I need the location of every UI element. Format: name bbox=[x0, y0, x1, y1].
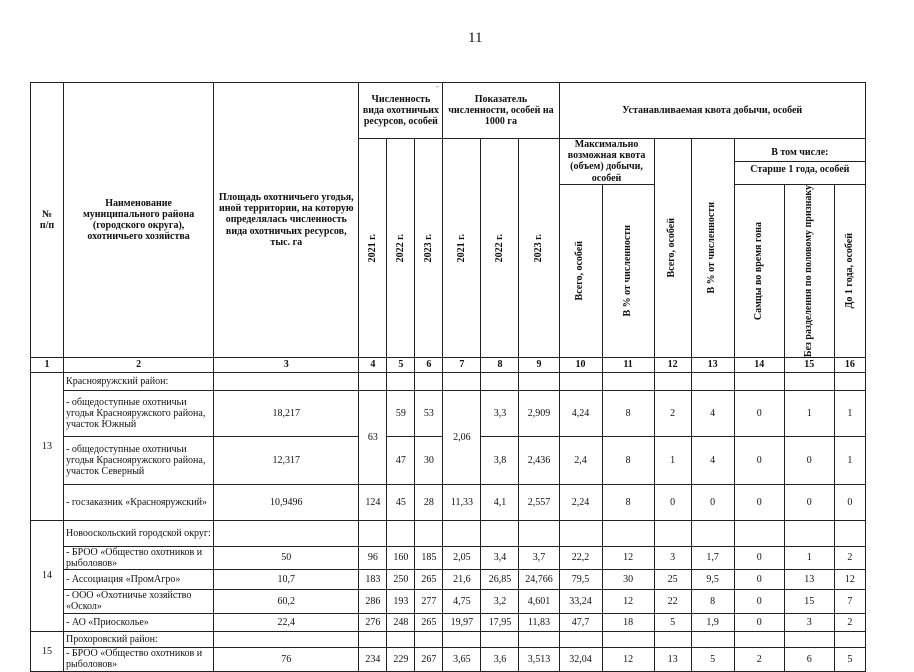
col-number: 2 bbox=[64, 357, 214, 372]
max-pct-header: В % от численности bbox=[602, 184, 654, 357]
cell: 3,3 bbox=[481, 390, 519, 436]
section-title: Краснояружский район: bbox=[64, 372, 214, 390]
col-number: 10 bbox=[559, 357, 602, 372]
cell: 3,513 bbox=[519, 647, 559, 671]
table-row bbox=[31, 390, 866, 436]
cell: 4 bbox=[691, 390, 734, 436]
cell: 0 bbox=[734, 546, 784, 569]
table-row bbox=[31, 647, 866, 671]
density-2021-header: 2021 г. bbox=[443, 139, 481, 358]
total-header: Всего, особей bbox=[654, 139, 691, 358]
cell: 59 bbox=[387, 390, 415, 436]
table-row bbox=[31, 569, 866, 589]
cell: 17,95 bbox=[481, 613, 519, 631]
cell: 2 bbox=[834, 613, 865, 631]
cell: 2 bbox=[654, 390, 691, 436]
cell: 6 bbox=[784, 647, 834, 671]
cell: 13 bbox=[654, 647, 691, 671]
cell: 5 bbox=[691, 647, 734, 671]
col-area-header: Площадь охотничьего угодья, иной территории, на которую определялась численность вида охотничьих ресурсов, тыс. га bbox=[214, 83, 359, 358]
cell: 63 bbox=[359, 390, 387, 484]
col-number: 6 bbox=[415, 357, 443, 372]
cell: 11,33 bbox=[443, 484, 481, 520]
cell: 3,2 bbox=[481, 589, 519, 613]
cell: 10,7 bbox=[214, 569, 359, 589]
cell: 53 bbox=[415, 390, 443, 436]
row-number: 15 bbox=[31, 631, 64, 671]
section-header-row bbox=[31, 520, 866, 546]
cell: 9,5 bbox=[691, 569, 734, 589]
cell: 13 bbox=[784, 569, 834, 589]
cell: 265 bbox=[415, 613, 443, 631]
cell: 1 bbox=[834, 390, 865, 436]
table-row bbox=[31, 484, 866, 520]
cell: 8 bbox=[602, 436, 654, 484]
cell: 96 bbox=[359, 546, 387, 569]
page-mark: - bbox=[436, 82, 439, 91]
cell: 3,8 bbox=[481, 436, 519, 484]
cell: 1,9 bbox=[691, 613, 734, 631]
col-number: 16 bbox=[834, 357, 865, 372]
cell: 25 bbox=[654, 569, 691, 589]
cell: 12 bbox=[834, 569, 865, 589]
cell: 2,436 bbox=[519, 436, 559, 484]
cell: 32,04 bbox=[559, 647, 602, 671]
section-header-row bbox=[31, 372, 866, 390]
cell: 28 bbox=[415, 484, 443, 520]
table-row bbox=[31, 613, 866, 631]
cell: 286 bbox=[359, 589, 387, 613]
cell: 0 bbox=[734, 569, 784, 589]
col-number: 12 bbox=[654, 357, 691, 372]
count-2022-header: 2022 г. bbox=[387, 139, 415, 358]
cell: 2 bbox=[834, 546, 865, 569]
row-name: - БРОО «Общество охотников и рыболовов» bbox=[64, 647, 214, 671]
nosex-header: Без разделения по половому признаку bbox=[784, 184, 834, 357]
section-title: Прохоровский район: bbox=[64, 631, 214, 647]
males-header: Самцы во время гона bbox=[734, 184, 784, 357]
cell: 229 bbox=[387, 647, 415, 671]
cell: 193 bbox=[387, 589, 415, 613]
cell: 33,24 bbox=[559, 589, 602, 613]
col-number: 5 bbox=[387, 357, 415, 372]
row-name: - госзаказник «Краснояружский» bbox=[64, 484, 214, 520]
cell: 1,7 bbox=[691, 546, 734, 569]
count-2021-header: 2021 г. bbox=[359, 139, 387, 358]
cell: 124 bbox=[359, 484, 387, 520]
col-number: 11 bbox=[602, 357, 654, 372]
cell: 2,557 bbox=[519, 484, 559, 520]
cell: 0 bbox=[734, 484, 784, 520]
col-number: 7 bbox=[443, 357, 481, 372]
cell: 0 bbox=[834, 484, 865, 520]
table-row bbox=[31, 589, 866, 613]
cell: 19,97 bbox=[443, 613, 481, 631]
row-name: - общедоступные охотничьи угодья Краснояружского района, участок Северный bbox=[64, 436, 214, 484]
cell: 18,217 bbox=[214, 390, 359, 436]
cell: 15 bbox=[784, 589, 834, 613]
cell: 21,6 bbox=[443, 569, 481, 589]
cell: 47,7 bbox=[559, 613, 602, 631]
max-total-header: Всего, особей bbox=[559, 184, 602, 357]
table-row bbox=[31, 546, 866, 569]
cell: 234 bbox=[359, 647, 387, 671]
col-density-header: Показатель численности, особей на 1000 га bbox=[443, 83, 559, 139]
row-number: 14 bbox=[31, 520, 64, 631]
density-2023-header: 2023 г. bbox=[519, 139, 559, 358]
cell: 4 bbox=[691, 436, 734, 484]
col-number: 8 bbox=[481, 357, 519, 372]
cell: 3,4 bbox=[481, 546, 519, 569]
pct-header: В % от численности bbox=[691, 139, 734, 358]
cell: 22,2 bbox=[559, 546, 602, 569]
cell: 0 bbox=[734, 436, 784, 484]
col-number: 1 bbox=[31, 357, 64, 372]
cell: 5 bbox=[654, 613, 691, 631]
cell: 277 bbox=[415, 589, 443, 613]
cell: 3 bbox=[784, 613, 834, 631]
cell: 12 bbox=[602, 647, 654, 671]
section-title: Новооскольский городской округ: bbox=[64, 520, 214, 546]
col-num-header: № п/п bbox=[31, 83, 64, 358]
cell: 2,24 bbox=[559, 484, 602, 520]
cell: 4,601 bbox=[519, 589, 559, 613]
row-name: - Ассоциация «ПромАгро» bbox=[64, 569, 214, 589]
col-number: 9 bbox=[519, 357, 559, 372]
cell: 2 bbox=[734, 647, 784, 671]
row-name: - АО «Приосколье» bbox=[64, 613, 214, 631]
cell: 3 bbox=[654, 546, 691, 569]
cell: 183 bbox=[359, 569, 387, 589]
col-name-header: Наименование муниципального района (городского округа), охотничьего хозяйства bbox=[64, 83, 214, 358]
col-count-header: Численность вида охотничьих ресурсов, особей bbox=[359, 83, 443, 139]
cell: 26,85 bbox=[481, 569, 519, 589]
col-quota-header: Устанавливаемая квота добычи, особей bbox=[559, 83, 866, 139]
page-number: 11 bbox=[468, 30, 483, 46]
cell: 30 bbox=[602, 569, 654, 589]
column-numbers-row bbox=[31, 357, 866, 372]
cell: 0 bbox=[734, 589, 784, 613]
cell: 30 bbox=[415, 436, 443, 484]
cell: 4,1 bbox=[481, 484, 519, 520]
count-2023-header: 2023 г. bbox=[415, 139, 443, 358]
cell: 0 bbox=[654, 484, 691, 520]
cell: 12,317 bbox=[214, 436, 359, 484]
incl-header: В том числе: Старше 1 года, особей bbox=[734, 139, 865, 185]
cell: 185 bbox=[415, 546, 443, 569]
cell: 8 bbox=[602, 390, 654, 436]
col-number: 14 bbox=[734, 357, 784, 372]
cell: 24,766 bbox=[519, 569, 559, 589]
cell: 47 bbox=[387, 436, 415, 484]
row-name: - общедоступные охотничьи угодья Краснояружского района, участок Южный bbox=[64, 390, 214, 436]
cell: 0 bbox=[691, 484, 734, 520]
cell: 4,24 bbox=[559, 390, 602, 436]
cell: 265 bbox=[415, 569, 443, 589]
row-name: - ООО «Охотничье хозяйство «Оскол» bbox=[64, 589, 214, 613]
cell: 7 bbox=[834, 589, 865, 613]
col-number: 15 bbox=[784, 357, 834, 372]
cell: 18 bbox=[602, 613, 654, 631]
under1-header: До 1 года, особей bbox=[834, 184, 865, 357]
section-header-row bbox=[31, 631, 866, 647]
cell: 2,4 bbox=[559, 436, 602, 484]
cell: 0 bbox=[734, 613, 784, 631]
cell: 45 bbox=[387, 484, 415, 520]
cell: 1 bbox=[654, 436, 691, 484]
density-2022-header: 2022 г. bbox=[481, 139, 519, 358]
cell: 4,75 bbox=[443, 589, 481, 613]
cell: 3,7 bbox=[519, 546, 559, 569]
cell: 250 bbox=[387, 569, 415, 589]
cell: 12 bbox=[602, 546, 654, 569]
cell: 10,9496 bbox=[214, 484, 359, 520]
cell: 248 bbox=[387, 613, 415, 631]
cell: 50 bbox=[214, 546, 359, 569]
cell: 8 bbox=[602, 484, 654, 520]
col-number: 3 bbox=[214, 357, 359, 372]
cell: 1 bbox=[784, 546, 834, 569]
cell: 160 bbox=[387, 546, 415, 569]
col-number: 4 bbox=[359, 357, 387, 372]
cell: 2,06 bbox=[443, 390, 481, 484]
cell: 76 bbox=[214, 647, 359, 671]
cell: 276 bbox=[359, 613, 387, 631]
row-name: - БРОО «Общество охотников и рыболовов» bbox=[64, 546, 214, 569]
cell: 2,05 bbox=[443, 546, 481, 569]
cell: 1 bbox=[834, 436, 865, 484]
cell: 60,2 bbox=[214, 589, 359, 613]
cell: 22,4 bbox=[214, 613, 359, 631]
cell: 0 bbox=[734, 390, 784, 436]
cell: 8 bbox=[691, 589, 734, 613]
cell: 22 bbox=[654, 589, 691, 613]
quota-table bbox=[30, 82, 866, 672]
cell: 267 bbox=[415, 647, 443, 671]
cell: 5 bbox=[834, 647, 865, 671]
cell: 1 bbox=[784, 390, 834, 436]
cell: 2,909 bbox=[519, 390, 559, 436]
cell: 3,6 bbox=[481, 647, 519, 671]
cell: 12 bbox=[602, 589, 654, 613]
cell: 11,83 bbox=[519, 613, 559, 631]
cell: 79,5 bbox=[559, 569, 602, 589]
cell: 3,65 bbox=[443, 647, 481, 671]
max-quota-header: Максимально возможная квота (объем) добычи, особей bbox=[559, 139, 654, 185]
cell: 0 bbox=[784, 436, 834, 484]
row-number: 13 bbox=[31, 372, 64, 520]
cell: 0 bbox=[784, 484, 834, 520]
col-number: 13 bbox=[691, 357, 734, 372]
